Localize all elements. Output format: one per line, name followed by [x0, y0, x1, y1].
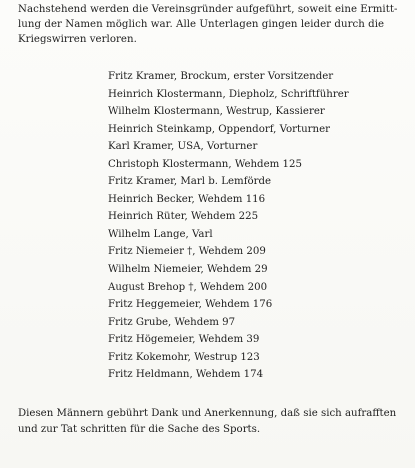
closing-text: Diesen Männern gebührt Dank und Anerkennung, daß sie sich aufrafften und zur Tat schritten für die Sache des Sports. — [18, 408, 397, 435]
founder-line: Fritz Högemeier, Wehdem 39 — [108, 334, 260, 346]
founder-line: Heinrich Rüter, Wehdem 225 — [108, 211, 259, 223]
founder-line: Fritz Heggemeier, Wehdem 176 — [108, 299, 273, 311]
founder-line: Wilhelm Lange, Varl — [108, 228, 213, 240]
founder-line: Wilhelm Niemeier, Wehdem 29 — [108, 264, 268, 276]
founder-line: Heinrich Steinkamp, Oppendorf, Vorturner — [108, 123, 330, 135]
founder-line: Fritz Grube, Wehdem 97 — [108, 316, 236, 328]
founder-line: Fritz Heldmann, Wehdem 174 — [108, 369, 264, 381]
founder-line: Heinrich Klostermann, Diepholz, Schriftführer — [108, 88, 349, 100]
founder-line: August Brehop †, Wehdem 200 — [108, 281, 268, 293]
founder-line: Fritz Niemeier †, Wehdem 209 — [108, 246, 266, 258]
intro-paragraph — [18, 2, 398, 48]
founder-line: Fritz Kokemohr, Westrup 123 — [108, 351, 260, 363]
founder-line: Christoph Klostermann, Wehdem 125 — [108, 158, 302, 170]
closing-paragraph — [18, 406, 400, 437]
founder-line: Fritz Kramer, Brockum, erster Vorsitzender — [108, 71, 334, 82]
founders-list — [108, 68, 400, 384]
founder-line: Fritz Kramer, Marl b. Lemförde — [108, 176, 272, 188]
intro-text: Nachstehend werden die Vereinsgründer aufgeführt, soweit eine Ermitt- lung der Namen möglich war. Alle Unterlagen gingen leider durch die Kriegswirren verloren. — [18, 4, 398, 46]
founder-line: Heinrich Becker, Wehdem 116 — [108, 193, 266, 205]
founder-line: Wilhelm Klostermann, Westrup, Kassierer — [108, 106, 325, 118]
founder-line: Karl Kramer, USA, Vorturner — [108, 141, 258, 153]
